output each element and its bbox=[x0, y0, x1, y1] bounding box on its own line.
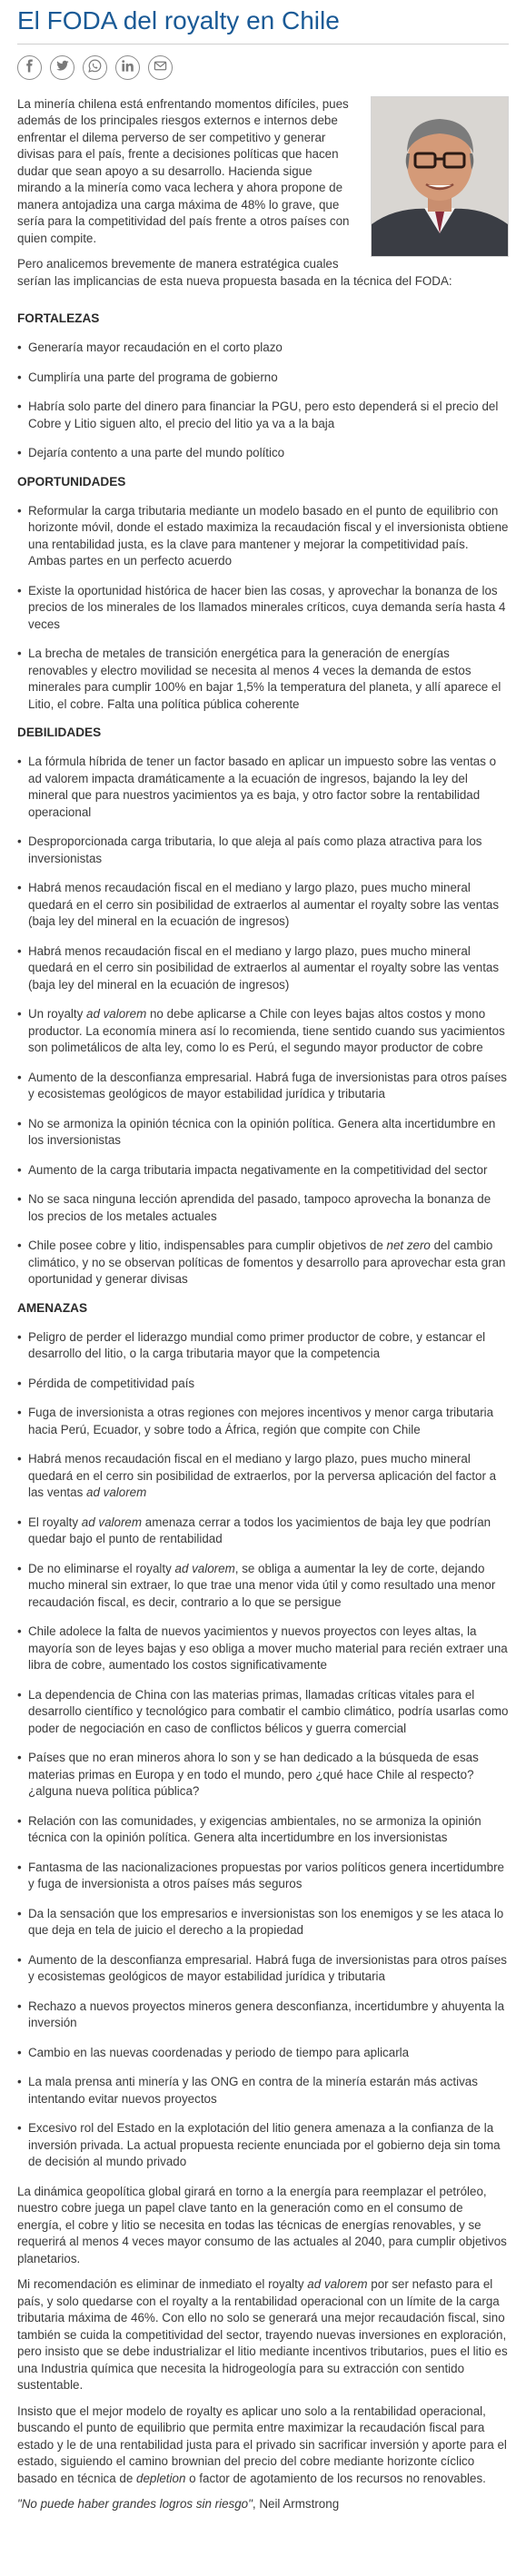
list-item: • No se armoniza la opinión técnica con la opinión política. Genera alta incertidumbre en los inversionistas bbox=[17, 1116, 509, 1150]
intro-paragraph: Pero analicemos brevemente de manera estratégica cuales serían las implicancias de esta nueva propuesta basada en la técnica del FODA: bbox=[17, 257, 452, 288]
list-item: • Relación con las comunidades, y exigencias ambientales, no se armoniza la opinión técnica con la opinión política. Genera alta incertidumbre en los inversionistas bbox=[17, 1813, 509, 1847]
list-item: • Rechazo a nuevos proyectos mineros genera desconfianza, incertidumbre y ahuyenta la inversión bbox=[17, 1999, 509, 2032]
linkedin-icon bbox=[121, 59, 134, 75]
section-heading: FORTALEZAS bbox=[17, 311, 100, 326]
whatsapp-icon bbox=[88, 59, 102, 75]
twitter-icon bbox=[55, 59, 69, 75]
share-bar bbox=[17, 55, 509, 80]
list-item: • Generaría mayor recaudación en el corto plazo bbox=[17, 340, 509, 357]
list-item: • Habría solo parte del dinero para financiar la PGU, pero esto dependerá si el precio del Cobre y Litio siguen alto, el precio del litio ya va a la baja bbox=[17, 399, 509, 432]
list-item: • Pérdida de competitividad país bbox=[17, 1376, 509, 1393]
section-list bbox=[17, 503, 509, 714]
list-item: • Chile posee cobre y litio, indispensables para cumplir objetivos de net zero del cambio climático, y no se observan políticas de fomentos y desarrollo para aprovechar esta gran oportunidad y generar divisas bbox=[17, 1238, 509, 1288]
list-item: • La fórmula híbrida de tener un factor basado en aplicar un impuesto sobre las ventas o ad valorem impacta dramáticamente a la ecuación de ingresos, bajando la ley del mineral que para nuestros yacimientos ya es baja, y otro factor sobre la rentabilidad operacional bbox=[17, 754, 509, 821]
list-item: • Países que no eran mineros ahora lo son y se han dedicado a la búsqueda de esas materias primas en Europa y en todo el mundo, pero ¿qué hace Chile al respecto? ¿alguna nueva política pública? bbox=[17, 1750, 509, 1801]
list-item: • Habrá menos recaudación fiscal en el mediano y largo plazo, pues mucho mineral quedará en el cerro sin posibilidad de extraerlos al aumentar el royalty sobre las ventas (baja ley del mineral en la ecuación de ingresos) bbox=[17, 943, 509, 994]
list-item: • Aumento de la desconfianza empresarial. Habrá fuga de inversionistas para otros países y ecosistemas geológicos de mayor estabilidad jurídica y tributaria bbox=[17, 1952, 509, 1986]
list-item: • Fantasma de las nacionalizaciones propuestas por varios políticos genera incertidumbre y fuga de inversionista a otros países más seguros bbox=[17, 1860, 509, 1893]
section-list bbox=[17, 1329, 509, 2171]
closing-paragraph: Mi recomendación es eliminar de inmediato el royalty ad valorem por ser nefasto para el país, y solo quedarse con el royalty a la rentabilidad operacional con un límite de la carga tributaria máxima de 46%. Con ello no solo se generará una mejor recaudación fiscal, sino también se cuida la competitividad del sector, trayendo nuevas inversiones en exploración, pero insisto que se debe industrializar el litio mediante incentivos tributarios, pues el litio es una Industria química que necesita la hidrogeología para su extracción con sentido sustentable. bbox=[17, 2277, 508, 2393]
list-item: • Habrá menos recaudación fiscal en el mediano y largo plazo, pues mucho mineral quedará en el cerro sin posibilidad de extraerlos al aumentar el royalty sobre las ventas (baja ley del mineral en la ecuación de ingresos) bbox=[17, 880, 509, 931]
section-list bbox=[17, 340, 509, 462]
intro-section bbox=[17, 96, 509, 300]
list-item: • Un royalty ad valorem no debe aplicarse a Chile con leyes bajas altos costos y mono productor. La economía minera así lo recomienda, tiene sentido cuando sus yacimientos son polimetálicos de alta ley, como lo es Perú, el segundo mayor productor de cobre bbox=[17, 1006, 509, 1057]
intro-paragraph: La minería chilena está enfrentando momentos difíciles, pues además de los principales riesgos externos e internos debe enfrentar el dilema perverso de ser competitivo y generar divisas para el país, frente a decisiones políticas que hacen dudar que sean apoyo a su desarrollo. Hacienda sigue mirando a la minería como vaca lechera y ahora propone de manera antojadiza una carga máxima de 48% lo grave, que sería para la competitividad del país frente a otros países con quien compite. bbox=[17, 96, 350, 245]
section-heading: DEBILIDADES bbox=[17, 725, 102, 740]
list-item: • Chile adolece la falta de nuevos yacimientos y nuevos proyectos con leyes altas, la mayoría son de leyes bajas y eso obliga a mover mucho material para recién extraer una libra de cobre, aumentado los costos significativamente bbox=[17, 1624, 509, 1674]
list-item: • No se saca ninguna lección aprendida del pasado, tampoco aprovecha la bonanza de los precios de los metales actuales bbox=[17, 1191, 509, 1225]
facebook-icon bbox=[23, 59, 36, 75]
list-item: • La mala prensa anti minería y las ONG en contra de la minería estarán más activas intentando evitar nuevos proyectos bbox=[17, 2074, 509, 2107]
page-title: El FODA del royalty en Chile bbox=[17, 5, 509, 44]
list-item: • Reformular la carga tributaria mediante un modelo basado en el punto de equilibrio con horizonte móvil, donde el estado maximiza la recaudación fiscal y el inversionista obtiene una rentabilidad justa, es la clave para mantener y mejorar la competitividad país. Ambas partes en un perfecto acuerdo bbox=[17, 503, 509, 570]
list-item: • La brecha de metales de transición energética para la generación de energías renovables y electro movilidad se necesita al menos 4 veces la demanda de estos minerales para cumplir 100% en bajar 1,5% la temperatura del planeta, y allí aparece el Litio, el cobre. Falta una política pública coherente bbox=[17, 646, 509, 713]
list-item: • Existe la oportunidad histórica de hacer bien las cosas, y aprovechar la bonanza de los precios de los minerales de los llamados minerales críticos, cuya demanda sería hasta 4 veces bbox=[17, 583, 509, 634]
list-item: • Aumento de la desconfianza empresarial. Habrá fuga de inversionistas para otros países y ecosistemas geológicos de mayor estabilidad jurídica y tributaria bbox=[17, 1070, 509, 1103]
list-item: • Aumento de la carga tributaria impacta negativamente en la competitividad del sector bbox=[17, 1162, 509, 1179]
list-item: • De no eliminarse el royalty ad valorem, se obliga a aumentar la ley de corte, dejando mucho mineral sin extraer, lo que trae una menor vida útil y como resultado una menor recaudación fiscal, es decir, contrario a lo que se persigue bbox=[17, 1561, 509, 1612]
list-item: • Dejaría contento a una parte del mundo político bbox=[17, 445, 509, 462]
linkedin-share-button[interactable] bbox=[115, 55, 140, 80]
facebook-share-button[interactable] bbox=[17, 55, 42, 80]
list-item: • Cumpliría una parte del programa de gobierno bbox=[17, 370, 509, 387]
list-item: • Habrá menos recaudación fiscal en el mediano y largo plazo, pues mucho mineral quedará en el cerro sin posibilidad de extraerlos, por la perversa aplicación del factor a las ventas ad valorem bbox=[17, 1451, 509, 1502]
twitter-share-button[interactable] bbox=[50, 55, 74, 80]
article bbox=[0, 5, 526, 2532]
list-item: • Excesivo rol del Estado en la explotación del litio genera amenaza a la confianza de la inversión privada. La actual propuesta reciente enunciada por el gobierno deja sin toma de decisión al mundo privado bbox=[17, 2120, 509, 2171]
closing-paragraph: La dinámica geopolítica global girará en torno a la energía para reemplazar el petróleo, nuestro cobre juega un papel clave tanto en la generación como en el consumo de energía, el cobre y litio se necesita en todas las técnicas de energías renovables, y se requerirá al menos 4 veces mayor consumo de las actuales al 2040, para cumplir objetivos planetarios. bbox=[17, 2184, 507, 2265]
list-item: • Da la sensación que los empresarios e inversionistas son los enemigos y se les ataca lo que deja en tela de juicio el derecho a la propiedad bbox=[17, 1906, 509, 1939]
list-item: • La dependencia de China con las materias primas, llamadas críticas vitales para el desarrollo científico y tecnológico para combatir el cambio climático, podría usarlas como poder de negociación en caso de conflictos bélicos y guerra comercial bbox=[17, 1687, 509, 1738]
list-item: • Peligro de perder el liderazgo mundial como primer productor de cobre, y estancar el desarrollo del litio, o la carga tributaria mayor que la competencia bbox=[17, 1329, 509, 1363]
closing-paragraph: Insisto que el mejor modelo de royalty es aplicar uno solo a la rentabilidad operacional, buscando el punto de equilibrio que permita entre maximizar la recaudación fiscal para estado y le de una rentabilidad justa para el privado sin sacrificar inversión y aporte para el estado, siguiendo el camino brownian del precio del cobre mediante horizonte cíclico basado en técnica de depletion o factor de agotamiento de los recursos no renovables. bbox=[17, 2403, 507, 2485]
list-item: • El royalty ad valorem amenaza cerrar a todos los yacimientos de baja ley que podrían quedar bajo el punto de rentabilidad bbox=[17, 1515, 509, 1548]
author-photo bbox=[371, 96, 509, 257]
email-share-button[interactable] bbox=[148, 55, 173, 80]
section-heading: OPORTUNIDADES bbox=[17, 474, 126, 489]
list-item: • Desproporcionada carga tributaria, lo que aleja al país como plaza atractiva para los inversionistas bbox=[17, 834, 509, 867]
foda-sections bbox=[17, 311, 509, 2171]
list-item: • Fuga de inversionista a otras regiones con mejores incentivos y menor carga tributaria hacia Perú, Ecuador, y sobre todo a África, región que compite con Chile bbox=[17, 1405, 509, 1438]
closing-quote: "No puede haber grandes logros sin riesgo", Neil Armstrong bbox=[17, 2497, 340, 2512]
section-list bbox=[17, 754, 509, 1288]
email-icon bbox=[154, 59, 167, 75]
list-item: • Cambio en las nuevas coordenadas y periodo de tiempo para aplicarla bbox=[17, 2045, 509, 2062]
whatsapp-share-button[interactable] bbox=[83, 55, 107, 80]
section-heading: AMENAZAS bbox=[17, 1300, 88, 1315]
